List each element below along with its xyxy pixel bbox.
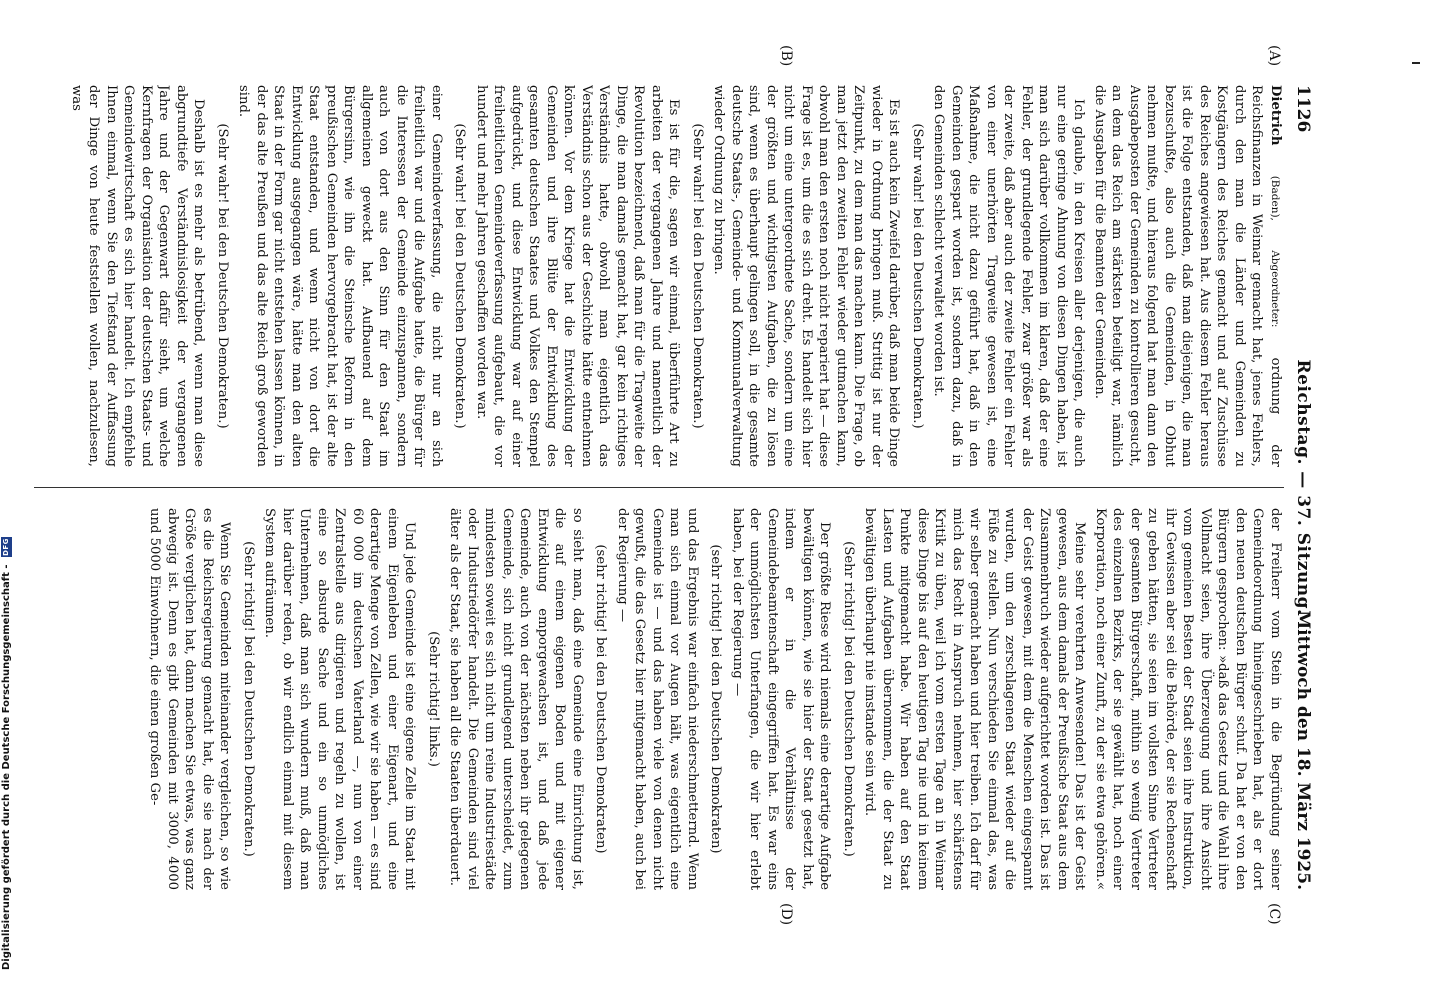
speaker-name: Dietrich (1268, 85, 1283, 146)
interjection: (sehr richtig! bei den Deutschen Demokraten) (708, 544, 724, 854)
interjection: (Sehr wahr! bei den Deutschen Demokraten.) (215, 123, 230, 429)
scan-edge-mark (1412, 62, 1420, 64)
paragraph: einer Gemeindeverfassung, die nicht nur an sich freiheitlich war und die Aufgabe hatte, die Bürger für die Interessen der Gemeinde einzuspannen, sondern auch von dort aus den Sinn für den Staat im allgemeinen geweckt hat. Aufbauend auf dem Bürgersinn, wie ihn die Steinsche Reform in den preußischen Gemeinden hervorgebracht hat, ist der alte Staat entstanden, und wenn nicht von dort die Entwicklung ausgegangen wäre, hätte man den alten Staat in der Form gar nicht entstehen lassen können, in der das alte Preußen und das alte Reich groß geworden sind. (236, 85, 444, 467)
paragraph: Und jede Gemeinde ist eine eigene Zelle im Staat mit einem Eigenleben und einer Eigenart, und eine derartige Menge von Zellen, wie wir sie haben — es sind 60 000 im deutschen Vaterland —, nun von einer Zentralstelle aus dirigieren und regeln zu wollen, ist eine so absurde Sache und ein so unmögliches Unternehmen, daß man sich wundern muß, daß man hier darüber reden, ob wir endlich einmal mit diesem System aufräumen. (262, 508, 418, 890)
paragraph: Ich glaube, in den Kreisen aller derjenigen, die auch nur eine geringe Ahnung von diesen Dingen haben, ist man sich darüber vollkommen im klaren, daß der eine Fehler, der grundlegende Fehler, zwar größer war als der zweite, daß aber auch der zweite Fehler ein Fehler von einer unerhörten Tragweite gewesen ist, eine Maßnahme, die nicht dazu geführt hat, daß in den Gemeinden gespart worden ist, sondern dazu, daß in den Gemeinden schlecht verwaltet worden ist. (931, 85, 1087, 467)
paragraph: Der größte Riese wird niemals eine derartige Aufgabe bewältigen können, wie sie hier der Staat gesetzt hat, indem er in die Verhältnisse der Gemeindebeamtenschaft eingegriffen hat. Es war eins der unmöglichsten Unterfangen, die wir hier erlebt haben, bei der Regierung — (730, 508, 833, 890)
margin-marker-d: (D) (778, 903, 794, 926)
page-content (24, 45, 1314, 926)
paragraph: Deshalb ist es mehr als betrübend, wenn man diese abgrundtiefe Verständnislosigkeit der vergangenen Jahre und der Gegenwart dafür sieht, um welche Kernfragen der Organisation der deutschen Staats- und Gemeindewirtschaft es sich hier handelt. Ich empfehle Ihnen einmal, wenn Sie den Tiefstand der Auffassung der Dinge von heute feststellen wollen, nachzulesen, was (69, 85, 207, 467)
paragraph: Meine sehr verehrten Anwesenden! Das ist der Geist gewesen, aus dem damals der Preußische Staat aus dem Zusammenbruch wieder aufgerichtet worden ist. Das ist der Geist gewesen, mit dem die Menschen eingespannt wurden, um den zerschlagenen Staat wieder auf die Füße zu stellen. Nun verschieden Sie einmal das, was wir selber gemacht haben und hier treiben. Ich darf für mich das Recht in Anspruch nehmen, hier schärfstens Kritik zu üben, weil ich vom ersten Tage an in Weimar diese Dinge bis auf den heutigen Tag nie und in keinem Punkte mitgemacht habe. Wir haben auf den Staat Lasten und Aufgaben übernommen, die der Staat zu bewältigen überhaupt nie imstande sein wird. (862, 508, 1088, 890)
right-column (34, 508, 1284, 890)
interjection: (Sehr richtig! bei den Deutschen Demokraten.) (241, 541, 256, 857)
paragraph: der Freiherr vom Stein in die Begründung seiner Gemeindeordnung hineingeschrieben hat, als er dort den neuen deutschen Bürger schuf. Da hat er von den Bürgern gesprochen: »daß das Gesetz und die Wahl ihre Vollmacht seien, ihre Überzeugung und ihre Ansicht vom gemeinen Besten der Stadt seien ihre Instruktion, ihr Gewissen aber sei die Behörde, der sie Rechenschaft zu geben hätten, sie seien im vollsten Sinne Vertreter der gesamten Bürgerschaft, mithin so wenig Vertreter des einzelnen Bezirks, der sie gewählt hat, noch einer Korporation, noch einer Zunft, zu der sie etwa gehören.« (1093, 508, 1283, 890)
margin-marker-b: (B) (778, 45, 794, 67)
interjection: (Sehr wahr! bei den Deutschen Demokraten.) (690, 123, 705, 429)
paragraph: so sieht man, daß eine Gemeinde eine Einrichtung ist, die auf einem eigenen Boden und mit eigener Entwicklung emporgewachsen ist, und daß jede Gemeinde, auch von der nächsten neben ihr gelegenen Gemeinde, sich nicht grundlegend unterscheidet, zum mindesten soweit es sich nicht um reine Industriestädte oder Industriedörfer handelt. Die Gemeinden sind viel älter als der Staat, sie haben all die Staaten überdauert. (447, 508, 585, 890)
speaker-note: (Baden), Abgeordneter: (1269, 175, 1281, 328)
margin-marker-a: (A) (1266, 45, 1282, 67)
paragraph: Wenn Sie Gemeinden miteinander vergleichen, so wie es die Reichsregierung gemacht hat, die sie nach der Größe verglichen hat, dann machen Sie etwas, was ganz abwegig ist. Denn es gibt Gemeinden mit 3000, 4000 und 5000 Einwohnern, die einen großen Ge- (147, 508, 233, 890)
paragraph: Es ist für die, sagen wir einmal, überführte Art zu arbeiten der vergangenen Jahre und namentlich der Revolution bezeichnend, daß man für die Tragweite der Dinge, die man damals gemacht hat, gar kein richtiges Verständnis hatte, obwohl man eigentlich das Verständnis schon aus der Geschichte hätte entnehmen können. Vor dem Kriege hat die Entwicklung der Gemeinden und ihre Blüte der Entwicklung des gesamten deutschen Staates und Volkes den Stempel aufgedrückt, und diese Entwicklung war auf einer freiheitlichen Gemeindeverfassung aufgebaut, die vor hundert und mehr Jahren geschaffen worden war. (474, 85, 682, 467)
interjection: (Sehr richtig! links.) (426, 631, 441, 767)
paragraph: Es ist auch kein Zweifel darüber, daß man beide Dinge wieder in Ordnung bringen muß. Strittig ist nur der Zeitpunkt, zu dem man das machen kann. Die Frage, ob man jetzt den zweiten Fehler wieder gutmachen kann, obwohl man den ersten noch nicht repariert hat — diese Frage ist es, um die es sich dreht. Es handelt sich hier nicht um eine untergeordnete Sache, sondern um eine der größten und wichtigsten Aufgaben, die zu lösen sind, wenn es überhaupt gelingen soll, in die gesamte deutsche Staats-, Gemeinde- und Kommunalverwaltung wieder Ordnung zu bringen. (711, 85, 902, 467)
credit-text: Digitalisierung gefördert durch die Deutsche Forschungsgemeinschaft - (1, 564, 12, 970)
header-date: Mittwoch den 18. März 1925. (1293, 610, 1313, 890)
margin-marker-c: (C) (1266, 903, 1282, 925)
digitization-credit (0, 0, 16, 1000)
dfg-logo-icon: DFG (1, 538, 10, 556)
interjection: (Sehr wahr! bei den Deutschen Demokraten.) (910, 123, 925, 429)
paragraph-text: ordnung der Reichsfinanzen in Weimar gemacht hat, jenes Fehlers, durch den man die Länder und Gemeinden zu Kostgängern des Reiches gemacht und auf Zuschüsse des Reiches angewiesen hat. Aus diesem Fehler heraus ist die Folge entstanden, daß man diejenigen, die man bezuschußte, also auch die Gemeinden, in Obhut nehmen mußte, und hieraus folgend hat man dann den Ausgabeposten der Gemeinden zu kontrollieren gesucht, an dem das Reich am stärksten beteiligt war, nämlich die Ausgaben für die Beamten der Gemeinden. (1092, 85, 1283, 467)
left-column (34, 85, 1284, 467)
interjection: (Sehr richtig! bei den Deutschen Demokraten.) (841, 541, 856, 857)
column-divider (34, 487, 1284, 488)
header-title: Reichstag. — 37. Sitzung. (1293, 359, 1313, 616)
page-header (1288, 85, 1314, 890)
interjection: (Sehr wahr! bei den Deutschen Demokraten.) (452, 123, 468, 429)
paragraph: und das Ergebnis war einfach niederschmetternd. Wenn man sich einmal vor Augen hält, was eigentlich eine Gemeinde ist — und das haben viele von denen nicht gewußt, die das Gesetz hier mitgemacht haben, auch bei der Regierung — (615, 508, 700, 890)
paragraph (1091, 85, 1285, 467)
page-number: 1126 (1293, 85, 1313, 133)
interjection: (sehr richtig! bei den Deutschen Demokraten) (593, 544, 609, 854)
